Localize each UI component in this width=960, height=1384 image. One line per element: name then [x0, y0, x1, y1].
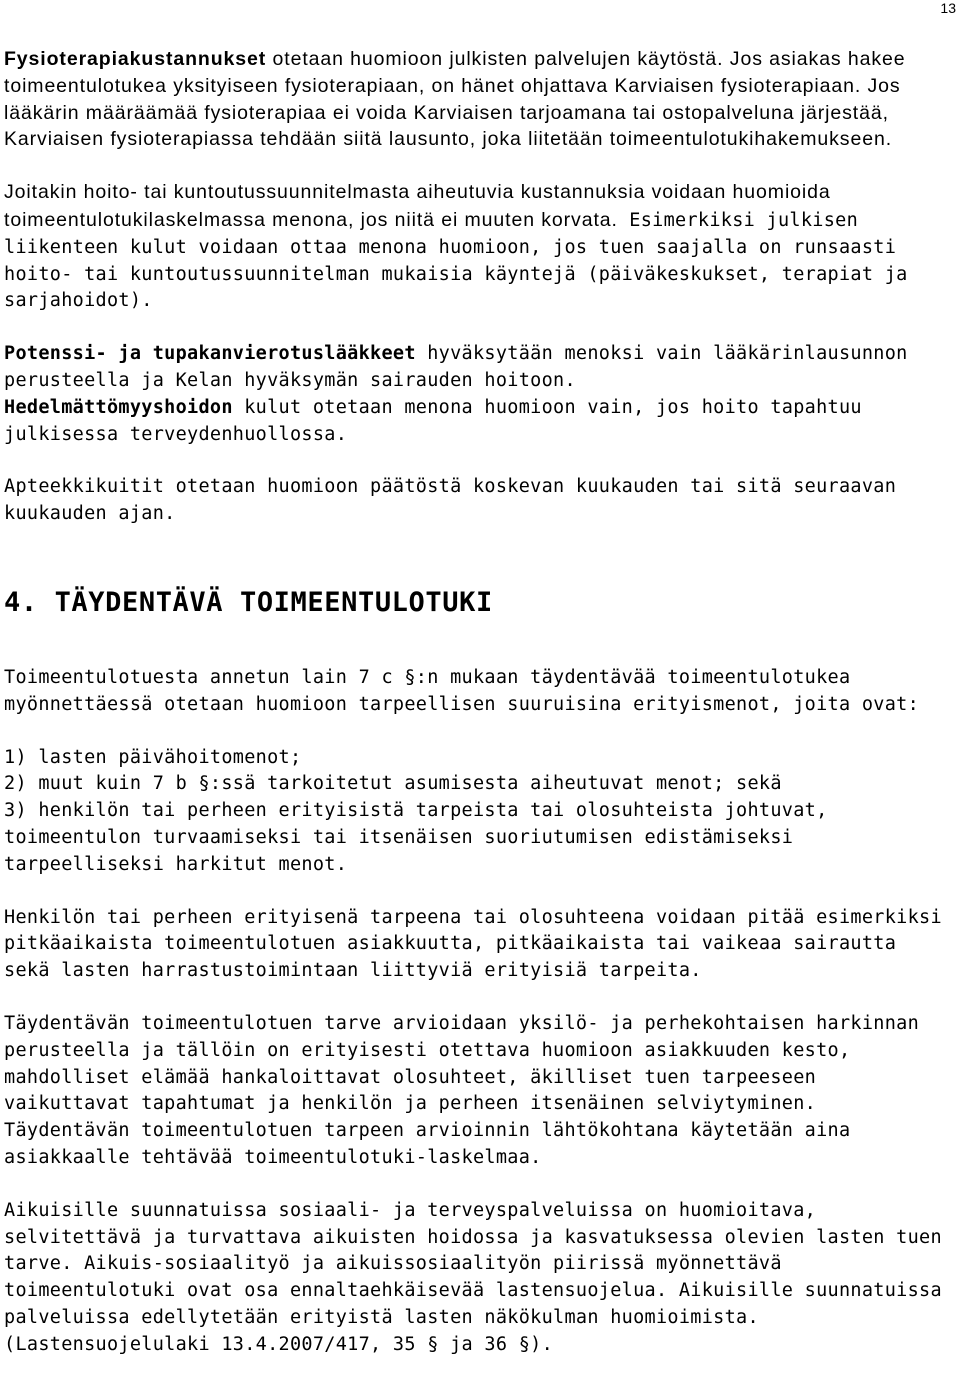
paragraph-pharmacy-receipts: Apteekkikuitit otetaan huomioon päätöstä koskevan kuukauden tai sitä seuraavan kuukauden ajan. — [4, 476, 897, 525]
paragraph-adult-services: Aikuisille suunnatuissa sosiaali- ja terveyspalveluissa on huomioitava, selvitettävä ja turvattava aikuisten hoidossa ja kasvatuksessa olevien lasten tuen tarve. Aikuis-sosiaalityö ja aikuissosiaalityön piirissä myönnettävä toimeentulotuki ovat osa ennaltaehkäisevää lastensuojelua. Aikuisille suunnatuissa palveluissa edellytetään erityistä lasten näkökulman huomioimista. (Lastensuojelulaki 13.4.2007/417, 35 § ja 36 §). — [4, 1199, 942, 1355]
paragraph-physiotherapy-text: otetaan huomioon julkisten palvelujen käytöstä. Jos asiakas hakee toimeentulotukea yksityiseen fysioterapiaan, on hänet ohjattava Karviaisen fysioterapiaan. Jos lääkärin määräämää fysioterapiaa ei voida Karviaisen tarjoamana tai ostopalveluna järjestää, Karviaisen fysioterapiassa tehdään siitä lausunto, joka liitetään toimeentulotukihakemukseen. — [4, 48, 906, 151]
term-physiotherapy-costs: Fysioterapiakustannukset — [4, 48, 267, 70]
list-item: 2) muut kuin 7 b §:ssä tarkoitetut asumisesta aiheutuvat menot; sekä — [4, 773, 782, 795]
paragraph-rehab-costs-a: Joitakin hoito- tai kuntoutussuunnitelmasta aiheutuvia kustannuksia voidaan huomioida toimeentulotukilaskelmassa menona, jos niitä ei muuten korvata. — [4, 181, 831, 231]
list-item: 1) lasten päivähoitomenot; — [4, 746, 302, 768]
paragraph-fertility — [4, 395, 944, 449]
paragraph-special-needs: Henkilön tai perheen erityisenä tarpeena tai olosuhteena voidaan pitää esimerkiksi pitkäaikaista toimeentulotuen asiakkuutta, pitkäaikaista tai vaikeaa sairautta sekä lasten harrastustoimintaan liittyviä erityisiä tarpeita. — [4, 906, 942, 982]
term-potency-medication: Potenssi- ja tupakanvierotuslääkkeet — [4, 343, 416, 365]
paragraph-fertility-text: kulut otetaan menona huomioon vain, jos hoito tapahtuu julkisessa terveydenhuollossa. — [4, 396, 862, 445]
paragraph-section-intro: Toimeentulotuesta annetun lain 7 c §:n mukaan täydentävää toimeentulotukea myönnettäessä otetaan huomioon tarpeellisen suuruisina erityismenot, joita ovat: — [4, 666, 920, 715]
paragraph-potency-medication-text: hyväksytään menoksi vain lääkärinlausunnon perusteella ja Kelan hyväksymän sairauden hoitoon. — [4, 343, 908, 391]
term-fertility-treatment: Hedelmättömyyshoidon — [4, 396, 233, 418]
paragraph-rehab-costs — [4, 179, 944, 315]
list-item: 3) henkilön tai perheen erityisistä tarpeista tai olosuhteista johtuvat, toimeentulon turvaamiseksi tai itsenäisen suoriutumisen edistämiseksi tarpeelliseksi harkitut menot. — [4, 800, 828, 875]
paragraph-potency-medication — [4, 341, 944, 395]
special-expenses-list — [4, 745, 944, 879]
paragraph-rehab-costs-b: Esimerkiksi julkisen liikenteen kulut voidaan ottaa menona huomioon, jos tuen saajalla on runsaasti hoito- tai kuntoutussuunnitelman mukaisia käyntejä (päiväkeskukset, terapiat ja sarjahoidot). — [4, 209, 908, 312]
document-body — [4, 46, 944, 1384]
paragraph-physiotherapy — [4, 46, 944, 153]
section-heading: 4. TÄYDENTÄVÄ TOIMEENTULOTUKI — [4, 586, 493, 618]
paragraph-needs-assessment: Täydentävän toimeentulotuen tarve arvioidaan yksilö- ja perhekohtaisen harkinnan perusteella ja tällöin on erityisesti otettava huomioon asiakkuuden kesto, mahdolliset elämää hankaloittavat olosuhteet, äkilliset tuen tarpeeseen vaikuttavat tapahtumat ja henkilön ja perheen itsenäinen selviytyminen. Täydentävän toimeentulotuen tarpeen arvioinnin lähtökohtana käytetään aina asiakkaalle tehtävää toimeentulotuki-laskelmaa. — [4, 1012, 920, 1168]
page-number: 13 — [940, 0, 956, 16]
